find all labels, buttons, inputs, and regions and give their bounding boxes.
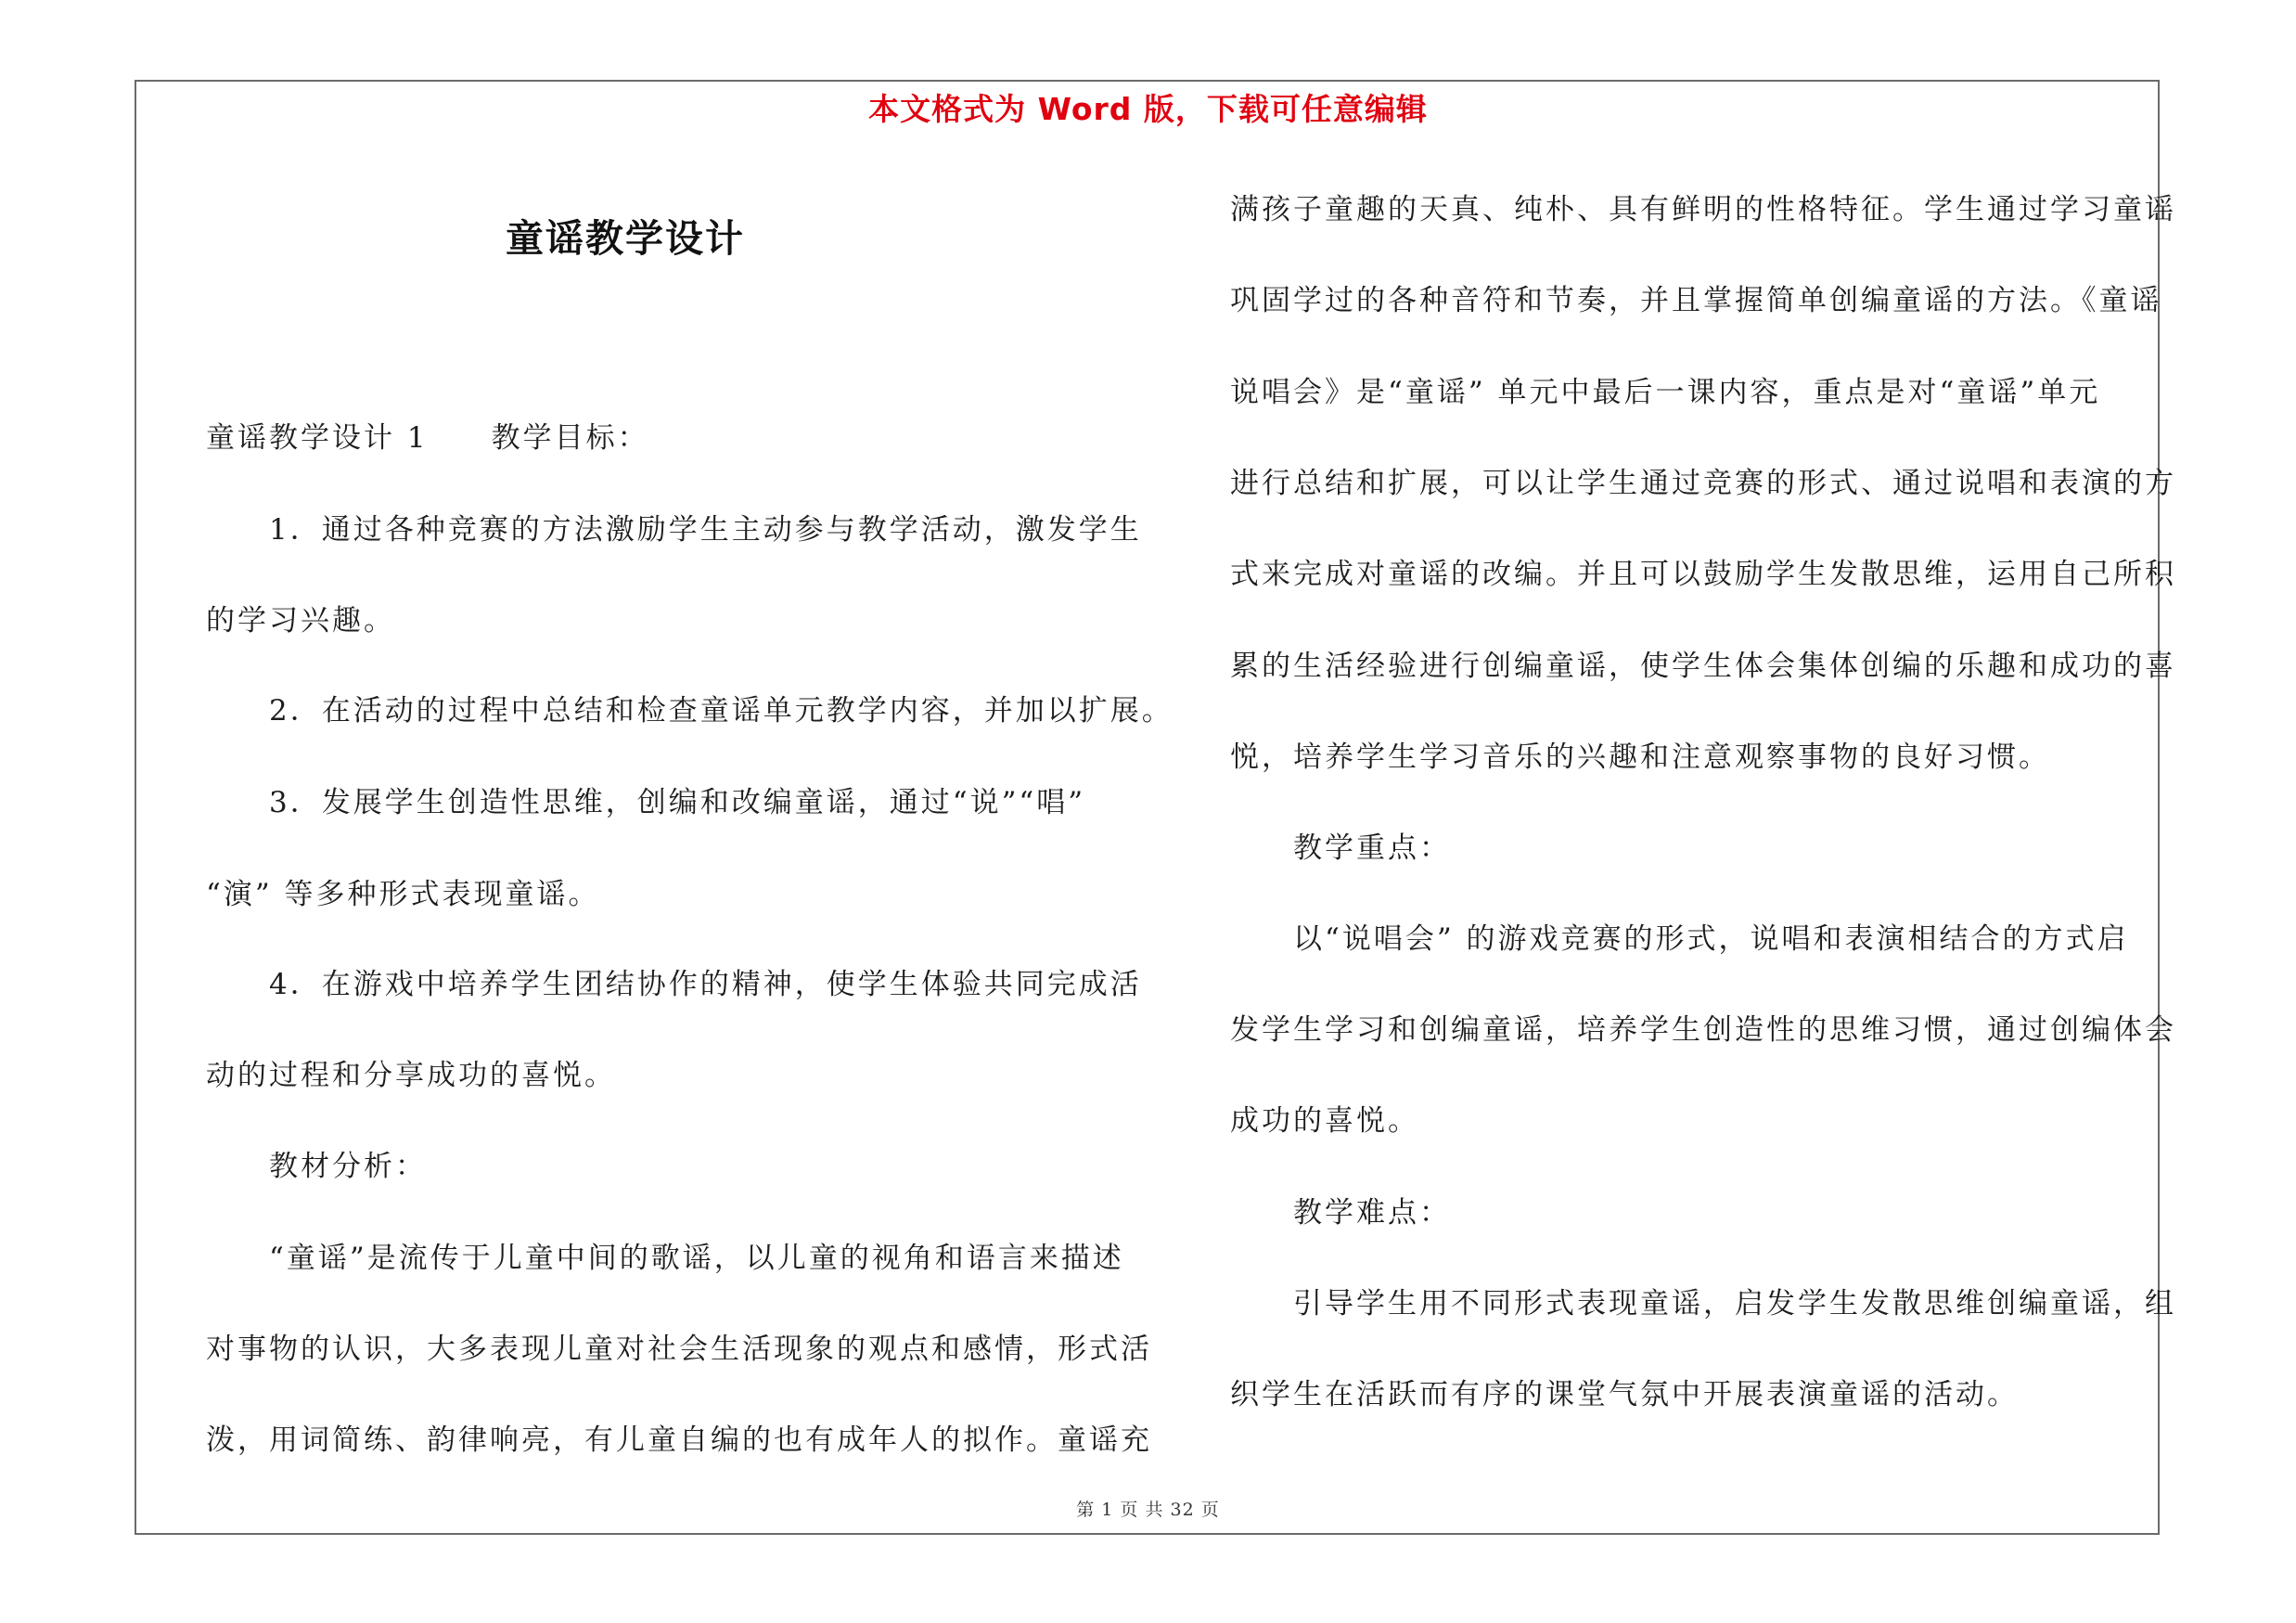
paragraph-line: 泼，用词简练、韵律响亮，有儿童自编的也有成年人的拟作。童谣充 bbox=[206, 1423, 1152, 1457]
section-heading: 教学难点： bbox=[1293, 1196, 1451, 1230]
paragraph-line: 2．在活动的过程中总结和检查童谣单元教学内容，并加以扩展。 bbox=[269, 694, 1174, 728]
paragraph-line: “演” 等多种形式表现童谣。 bbox=[206, 878, 600, 911]
paragraph-line: 动的过程和分享成功的喜悦。 bbox=[206, 1059, 616, 1092]
paragraph-line: 引导学生用不同形式表现童谣，启发学生发散思维创编童谣，组 bbox=[1293, 1287, 2176, 1320]
paragraph-line: 悦，培养学生学习音乐的兴趣和注意观察事物的良好习惯。 bbox=[1230, 741, 2050, 774]
paragraph-line: 3．发展学生创造性思维，创编和改编童谣，通过“说”“唱” bbox=[269, 786, 1086, 819]
paragraph-line: 成功的喜悦。 bbox=[1230, 1104, 1419, 1138]
paragraph-line: 满孩子童趣的天真、纯朴、具有鲜明的性格特征。学生通过学习童谣 bbox=[1230, 193, 2176, 226]
page-number-footer: 第 1 页 共 32 页 bbox=[1076, 1500, 1220, 1520]
paragraph-line: 说唱会》是“童谣” 单元中最后一课内容，重点是对“童谣”单元 bbox=[1230, 376, 2101, 409]
paragraph-line: 以“说唱会” 的游戏竞赛的形式，说唱和表演相结合的方式启 bbox=[1293, 922, 2129, 956]
paragraph-line: 的学习兴趣。 bbox=[206, 604, 395, 638]
paragraph-line: 进行总结和扩展，可以让学生通过竞赛的形式、通过说唱和表演的方 bbox=[1230, 467, 2176, 500]
paragraph-line: 发学生学习和创编童谣，培养学生创造性的思维习惯，通过创编体会 bbox=[1230, 1013, 2176, 1047]
paragraph-line: 巩固学过的各种音符和节奏，并且掌握简单创编童谣的方法。《童谣 bbox=[1230, 284, 2162, 317]
paragraph-line: 4．在游戏中培养学生团结协作的精神，使学生体验共同完成活 bbox=[269, 968, 1142, 1001]
edit-notice-banner: 本文格式为 Word 版，下载可任意编辑 bbox=[868, 91, 1428, 127]
section-heading: 教材分析： bbox=[269, 1150, 427, 1183]
paragraph-line: “童谣”是流传于儿童中间的歌谣，以儿童的视角和语言来描述 bbox=[269, 1242, 1124, 1275]
paragraph-line: 对事物的认识，大多表现儿童对社会生活现象的观点和感情，形式活 bbox=[206, 1333, 1152, 1366]
paragraph-line: 1．通过各种竞赛的方法激励学生主动参与教学活动，激发学生 bbox=[269, 513, 1142, 547]
section-heading: 教学重点： bbox=[1293, 831, 1451, 865]
document-title: 童谣教学设计 bbox=[506, 216, 745, 261]
paragraph-line: 织学生在活跃而有序的课堂气氛中开展表演童谣的活动。 bbox=[1230, 1378, 2019, 1411]
paragraph-line: 式来完成对童谣的改编。并且可以鼓励学生发散思维，运用自己所积 bbox=[1230, 558, 2176, 591]
paragraph-line: 童谣教学设计 1 教学目标： bbox=[206, 421, 649, 455]
paragraph-line: 累的生活经验进行创编童谣，使学生体会集体创编的乐趣和成功的喜 bbox=[1230, 650, 2176, 683]
